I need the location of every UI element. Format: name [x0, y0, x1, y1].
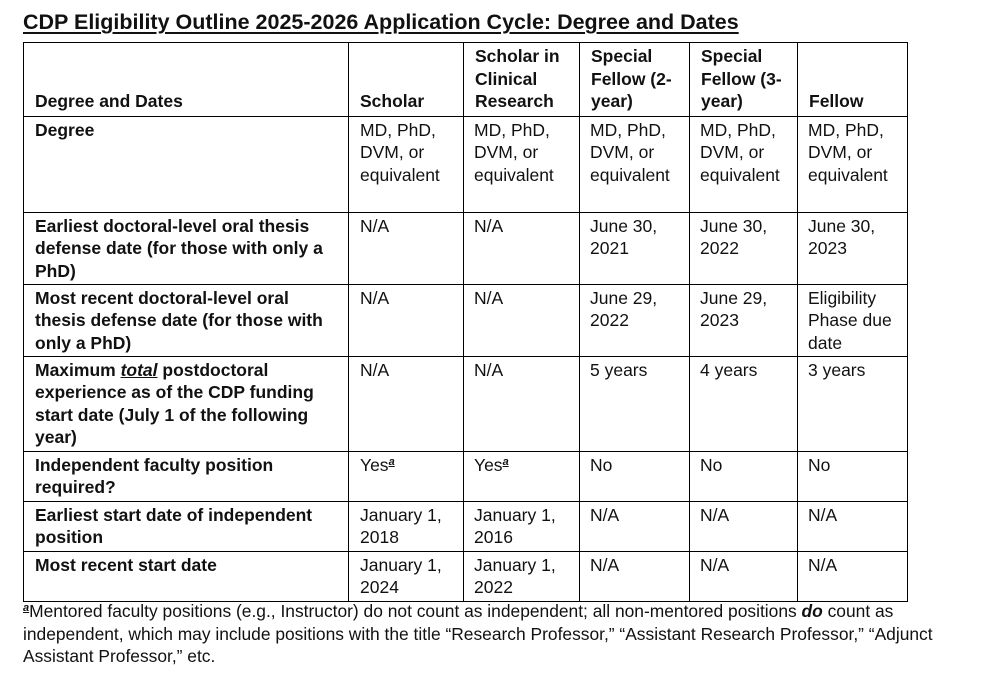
table-cell: N/A	[798, 501, 908, 551]
table-cell: N/A	[464, 212, 580, 284]
header-special-fellow-2yr: Special Fellow (2-year)	[580, 43, 690, 117]
table-cell: N/A	[690, 501, 798, 551]
footnote-text: count as independent, which may include positions with the title “Research Professor,” “Assistant Research Professor,” “Adjunct Assistant Professor,” etc.	[23, 601, 933, 666]
table-cell: MD, PhD, DVM, or equivalent	[690, 116, 798, 212]
header-scholar-clinical-research: Scholar in Clinical Research	[464, 43, 580, 117]
table-row	[24, 116, 908, 212]
table-cell: N/A	[464, 284, 580, 356]
table-cell: January 1, 2024	[349, 551, 464, 601]
row-label-earliest-start: Earliest start date of independent position	[24, 501, 349, 551]
header-scholar: Scholar	[349, 43, 464, 117]
table-cell: N/A	[349, 212, 464, 284]
table-header-row	[24, 43, 908, 117]
table-cell: January 1, 2022	[464, 551, 580, 601]
row-label-recent-defense: Most recent doctoral-level oral thesis defense date (for those with only a PhD)	[24, 284, 349, 356]
table-cell: June 29, 2023	[690, 284, 798, 356]
table-cell: January 1, 2018	[349, 501, 464, 551]
footnote-marker: a	[502, 455, 509, 468]
table-cell: N/A	[580, 551, 690, 601]
label-emphasis: total	[120, 359, 158, 380]
table-cell: 4 years	[690, 356, 798, 451]
table-cell: MD, PhD, DVM, or equivalent	[580, 116, 690, 212]
table-cell: 3 years	[798, 356, 908, 451]
footnote-text: Mentored faculty positions (e.g., Instructor) do not count as independent; all non-mentored positions	[29, 601, 802, 621]
table-cell: June 30, 2021	[580, 212, 690, 284]
row-label-max-postdoc	[24, 356, 349, 451]
table-cell: June 29, 2022	[580, 284, 690, 356]
row-label-faculty-required: Independent faculty position required?	[24, 451, 349, 501]
table-cell: 5 years	[580, 356, 690, 451]
row-label-earliest-defense: Earliest doctoral-level oral thesis defense date (for those with only a PhD)	[24, 212, 349, 284]
row-label-recent-start: Most recent start date	[24, 551, 349, 601]
footnote-marker: a	[23, 602, 30, 614]
table-cell: N/A	[349, 284, 464, 356]
table-row	[24, 551, 908, 601]
table-row	[24, 284, 908, 356]
table-row	[24, 212, 908, 284]
cell-text: Yes	[360, 454, 389, 475]
table-cell: MD, PhD, DVM, or equivalent	[464, 116, 580, 212]
table-cell: No	[690, 451, 798, 501]
eligibility-table	[23, 42, 908, 602]
table-cell: January 1, 2016	[464, 501, 580, 551]
table-row	[24, 356, 908, 451]
table-cell: N/A	[349, 356, 464, 451]
table-cell: MD, PhD, DVM, or equivalent	[798, 116, 908, 212]
table-cell: Eligibility Phase due date	[798, 284, 908, 356]
row-label-degree: Degree	[24, 116, 349, 212]
footnote-emphasis: do	[801, 601, 823, 621]
table-cell: June 30, 2023	[798, 212, 908, 284]
table-cell: N/A	[580, 501, 690, 551]
table-cell: N/A	[690, 551, 798, 601]
footnote	[23, 600, 993, 668]
table-cell: MD, PhD, DVM, or equivalent	[349, 116, 464, 212]
table-cell: N/A	[464, 356, 580, 451]
table-cell: No	[798, 451, 908, 501]
label-text: Maximum	[35, 359, 121, 380]
page-title: CDP Eligibility Outline 2025-2026 Application Cycle: Degree and Dates	[23, 10, 739, 34]
table-cell: N/A	[798, 551, 908, 601]
header-fellow: Fellow	[798, 43, 908, 117]
table-cell	[464, 451, 580, 501]
cell-text: Yes	[474, 454, 503, 475]
label-text: postdoctoral experience as of the CDP funding start date (July 1 of the following year)	[35, 359, 314, 447]
table-cell: June 30, 2022	[690, 212, 798, 284]
table-row	[24, 501, 908, 551]
table-cell	[349, 451, 464, 501]
table-cell: No	[580, 451, 690, 501]
header-corner: Degree and Dates	[24, 43, 349, 117]
footnote-marker: a	[388, 455, 395, 468]
header-special-fellow-3yr: Special Fellow (3-year)	[690, 43, 798, 117]
table-row	[24, 451, 908, 501]
